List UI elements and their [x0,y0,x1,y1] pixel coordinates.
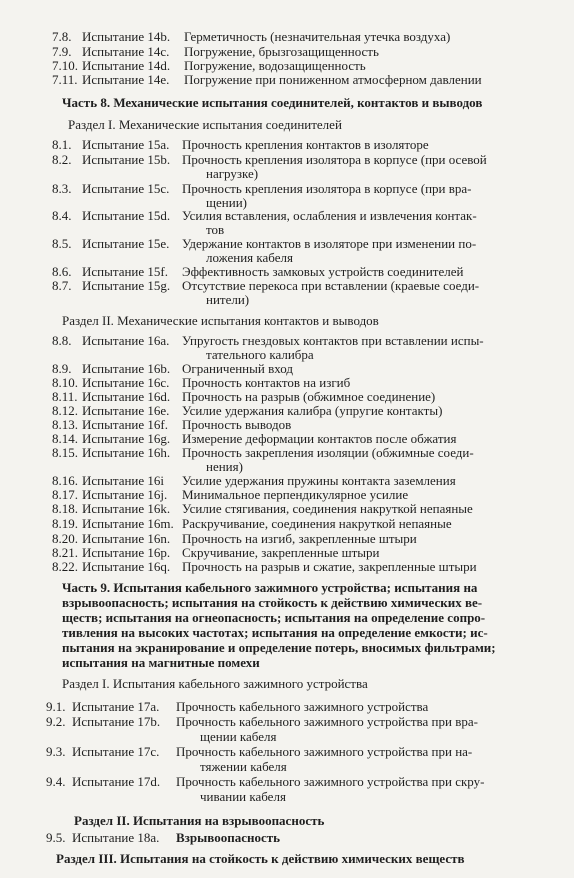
entry-title: Герметичность (незначительная утечка воздуха) [184,29,451,44]
part-title-line: испытания на магнитные помехи [62,655,260,670]
entry-label: Испытание 15f. [82,264,168,279]
entry-title: Погружение, водозащищенность [184,58,366,73]
entry-title: Усилие стягивания, соединения накруткой непаяные [182,501,473,516]
entry-title-cont: тательного калибра [206,347,314,362]
entry-number: 9.2. [46,714,66,729]
entry-number: 8.3. [52,181,72,196]
entry-label: Испытание 16j. [82,487,168,502]
entry-label: Испытание 14c. [82,44,170,59]
entry-number: 8.18. [52,501,78,516]
entry-number: 8.16. [52,473,78,488]
section-title: Раздел I. Механические испытания соединителей [68,117,342,132]
entry-title: Усилия вставления, ослабления и извлечения контак- [182,208,477,223]
part-title-line: Часть 9. Испытания кабельного зажимного устройства; испытания на [62,580,478,595]
entry-label: Испытание 16n. [82,531,171,546]
entry-number: 8.6. [52,264,72,279]
entry-label: Испытание 17b. [72,714,161,729]
entry-label: Испытание 15e. [82,236,170,251]
entry-number: 8.2. [52,152,72,167]
entry-label: Испытание 14b. [82,29,171,44]
entry-number: 8.17. [52,487,78,502]
entry-title: Упругость гнездовых контактов при вставлении испы- [182,333,484,348]
entry-title: Прочность крепления изолятора в корпусе (при вра- [182,181,472,196]
entry-title-cont: нения) [206,459,243,474]
entry-title: Погружение, брызгозащищенность [184,44,379,59]
entry-number: 8.12. [52,403,78,418]
entry-number: 8.11. [52,389,78,404]
section-title: Раздел III. Испытания на стойкость к действию химических веществ [56,851,465,866]
entry-label: Испытание 15a. [82,137,170,152]
section-title: Раздел II. Испытания на взрывоопасность [74,813,325,828]
entry-label: Испытание 15d. [82,208,171,223]
entry-number: 8.1. [52,137,72,152]
entry-number: 8.15. [52,445,78,460]
entry-label: Испытание 17a. [72,699,160,714]
entry-title-cont: чивании кабеля [200,789,286,804]
entry-label: Испытание 16m. [82,516,174,531]
entry-number: 8.19. [52,516,78,531]
entry-number: 9.1. [46,699,66,714]
part-title-line: ществ; испытания на огнеопасность; испытания на определение сопро- [62,610,486,625]
entry-number: 7.9. [52,44,72,59]
entry-label: Испытание 16g. [82,431,171,446]
part-title: Часть 8. Механические испытания соединителей, контактов и выводов [62,95,483,110]
entry-label: Испытание 17c. [72,744,160,759]
entry-label: Испытание 16c. [82,375,170,390]
entry-title: Эффективность замковых устройств соединителей [182,264,464,279]
entry-title: Прочность закрепления изоляции (обжимные соеди- [182,445,474,460]
entry-title: Прочность выводов [182,417,292,432]
entry-label: Испытание 16d. [82,389,171,404]
entry-number: 8.14. [52,431,78,446]
entry-title-cont: щении кабеля [200,729,277,744]
entry-label: Испытание 15g. [82,278,171,293]
entry-title: Скручивание, закрепленные штыри [182,545,380,560]
entry-label: Испытание 16b. [82,361,171,376]
entry-title-cont: щении) [206,195,247,210]
section-title: Раздел I. Испытания кабельного зажимного устройства [62,676,368,691]
entry-label: Испытание 15b. [82,152,171,167]
entry-number: 8.10. [52,375,78,390]
entry-label: Испытание 14e. [82,72,170,87]
entry-label: Испытание 15c. [82,181,170,196]
entry-title: Прочность кабельного зажимного устройства при скру- [176,774,485,789]
entry-label: Испытание 16a. [82,333,170,348]
entry-title: Прочность контактов на изгиб [182,375,351,390]
entry-label: Испытание 16h. [82,445,171,460]
entry-number: 9.4. [46,774,66,789]
entry-title: Усилие удержания калибра (упругие контакты) [182,403,443,418]
entry-label: Испытание 16p. [82,545,171,560]
entry-title: Прочность крепления контактов в изоляторе [182,137,429,152]
entry-title: Минимальное перпендикулярное усилие [182,487,409,502]
entry-title: Прочность на разрыв и сжатие, закрепленные штыри [182,559,477,574]
entry-number: 7.11. [52,72,78,87]
entry-title-cont: нагрузке) [206,166,259,181]
entry-title: Взрывоопасность [176,830,280,845]
entry-title: Прочность кабельного зажимного устройства [176,699,429,714]
entry-label: Испытание 14d. [82,58,171,73]
entry-title: Прочность кабельного зажимного устройства при на- [176,744,473,759]
entry-title: Измерение деформации контактов после обжатия [182,431,457,446]
entry-number: 8.4. [52,208,72,223]
entry-title: Прочность крепления изолятора в корпусе (при осевой [182,152,487,167]
entry-number: 8.20. [52,531,78,546]
entry-label: Испытание 16q. [82,559,171,574]
entry-label: Испытание 17d. [72,774,161,789]
entry-title: Раскручивание, соединения накруткой непаяные [182,516,452,531]
entry-number: 7.8. [52,29,72,44]
part-title-line: пытания на экранирование и определение потерь, вносимых фильтрами; [62,640,496,655]
entry-number: 8.13. [52,417,78,432]
entry-number: 8.22. [52,559,78,574]
entry-title-cont: нители) [206,292,250,307]
entry-label: Испытание 16i [82,473,165,488]
entry-title: Прочность на разрыв (обжимное соединение) [182,389,436,404]
entry-title-cont: тов [206,222,225,237]
entry-number: 8.5. [52,236,72,251]
entry-number: 8.21. [52,545,78,560]
entry-number: 8.8. [52,333,72,348]
part-title-line: взрывоопасность; испытания на стойкость к действию химических ве- [62,595,483,610]
part-title-line: тивления на высоких частотах; испытания на определение емкости; ис- [62,625,488,640]
entry-title: Отсутствие перекоса при вставлении (краевые соеди- [182,278,480,293]
entry-number: 7.10. [52,58,78,73]
entry-title: Удержание контактов в изоляторе при изменении по- [182,236,477,251]
entry-title: Усилие удержания пружины контакта заземления [182,473,456,488]
entry-number: 9.3. [46,744,66,759]
entry-title: Ограниченный вход [182,361,293,376]
entry-title: Погружение при пониженном атмосферном давлении [184,72,482,87]
entry-title: Прочность на изгиб, закрепленные штыри [182,531,417,546]
entry-number: 8.9. [52,361,72,376]
entry-label: Испытание 16f. [82,417,168,432]
entry-number: 8.7. [52,278,72,293]
section-title: Раздел II. Механические испытания контактов и выводов [62,313,379,328]
entry-label: Испытание 18a. [72,830,160,845]
entry-title: Прочность кабельного зажимного устройства при вра- [176,714,478,729]
entry-title-cont: тяжении кабеля [200,759,287,774]
entry-label: Испытание 16k. [82,501,171,516]
entry-label: Испытание 16e. [82,403,170,418]
entry-number: 9.5. [46,830,66,845]
entry-title-cont: ложения кабеля [206,250,293,265]
